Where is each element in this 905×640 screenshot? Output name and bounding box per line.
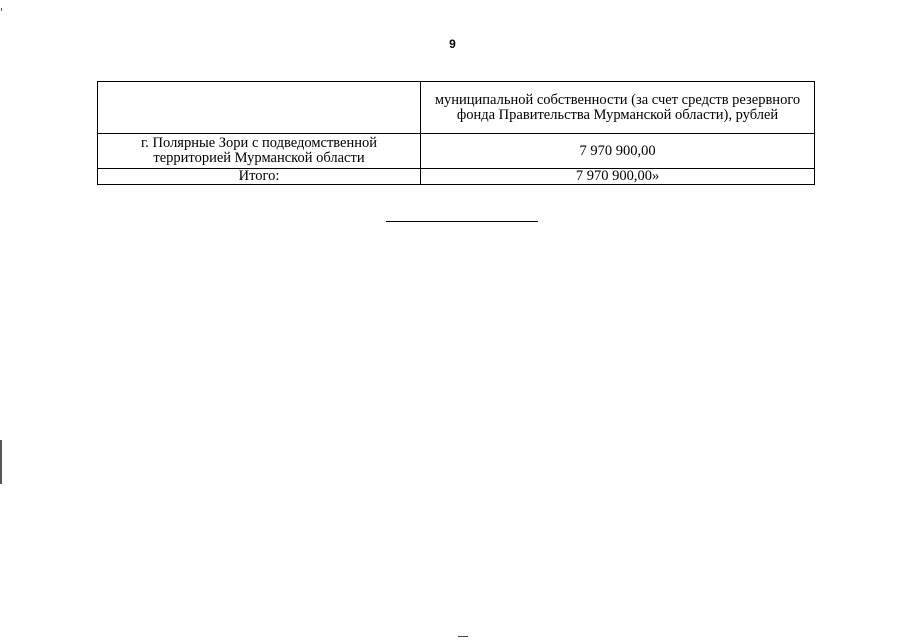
amount-cell: 7 970 900,00: [421, 134, 815, 169]
total-amount: 7 970 900,00»: [421, 169, 815, 185]
table-header-row: [98, 82, 815, 134]
table-total-row: [98, 169, 815, 185]
header-cell-municipality: [98, 82, 421, 134]
table-row: [98, 134, 815, 169]
scan-artifact: [1, 8, 2, 11]
total-label: Итого:: [98, 169, 421, 185]
scan-artifact: [0, 440, 2, 484]
header-cell-amount: муниципальной собственности (за счет средств резервного фонда Правительства Мурманской области), рублей: [421, 82, 815, 134]
appropriation-table: [97, 81, 815, 185]
municipality-cell: г. Полярные Зори с подведомственной территорией Мурманской области: [98, 134, 421, 169]
page-number: 9: [449, 37, 456, 51]
scan-artifact: [458, 636, 468, 637]
end-rule-divider: [386, 221, 538, 222]
